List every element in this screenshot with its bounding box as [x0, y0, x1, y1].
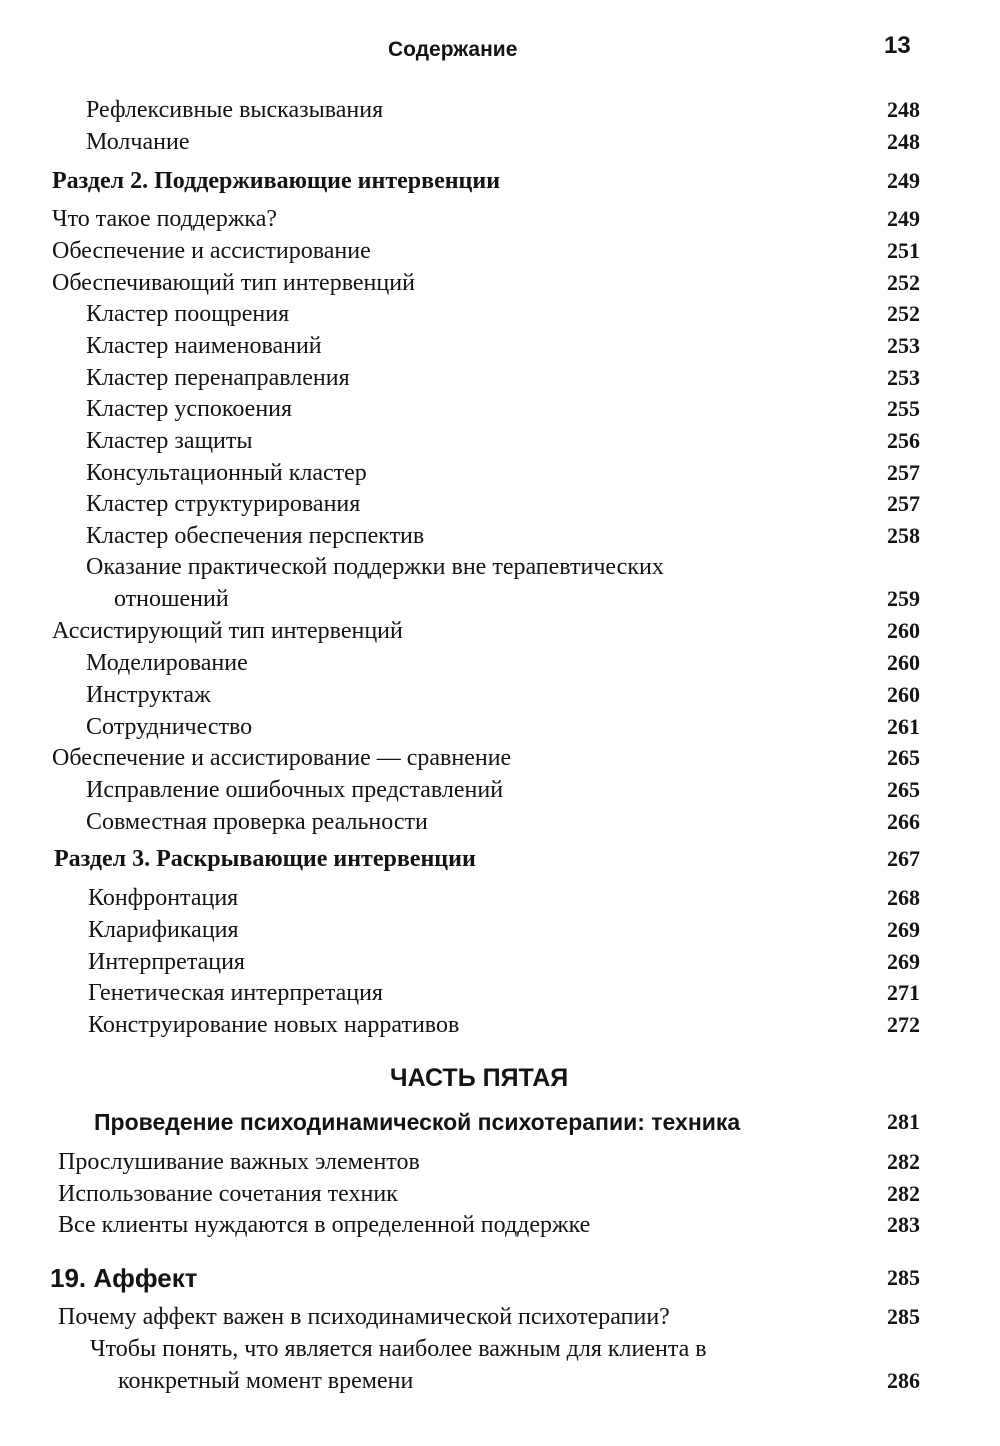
toc-entry-page: 265 [887, 777, 920, 802]
page-number: 13 [884, 32, 911, 59]
toc-entry-page: 260 [887, 618, 920, 643]
toc-entry-page: 249 [887, 206, 920, 231]
toc-entry-title: Обеспечивающий тип интервенций [52, 270, 415, 296]
toc-entry-page: 282 [887, 1149, 920, 1174]
toc-entry-title: Кластер обеспечения перспектив [86, 523, 425, 549]
toc-entry-page: 281 [887, 1109, 920, 1134]
toc-entry-title: Консультационный кластер [86, 460, 367, 486]
toc-entry-title: Кластер структурирования [86, 491, 361, 517]
toc-entry-page: 253 [887, 365, 920, 390]
toc-entry-page: 259 [887, 586, 920, 611]
part-subtitle: Проведение психодинамической психотерапии: техника [94, 1109, 741, 1135]
toc-entry-page: 271 [887, 980, 920, 1005]
toc-entry-title: Генетическая интерпретация [88, 980, 383, 1006]
toc-entry-title: Почему аффект важен в психодинамической психотерапии? [58, 1304, 670, 1330]
toc-entry-title: Конструирование новых нарративов [88, 1012, 460, 1038]
toc-entry-title: Интерпретация [88, 949, 245, 975]
toc-entry-title: Чтобы понять, что является наиболее важным для клиента в [90, 1336, 707, 1362]
toc-entry-title: Кларификация [88, 917, 239, 943]
toc-entry-title: Все клиенты нуждаются в определенной поддержке [58, 1212, 591, 1238]
toc-entry-title: Раздел 2. Поддерживающие интервенции [52, 168, 501, 194]
toc-entry-page: 269 [887, 917, 920, 942]
toc-entry-page: 261 [887, 714, 920, 739]
toc-entry-page: 252 [887, 301, 920, 326]
toc-entry-title-cont: отношений [114, 586, 229, 612]
toc-entry-title: Прослушивание важных элементов [58, 1149, 420, 1175]
toc-entry-page: 252 [887, 270, 920, 295]
toc-entry-page: 272 [887, 1012, 920, 1037]
toc-entry-page: 249 [887, 168, 920, 193]
toc-entry-title: Что такое поддержка? [52, 206, 277, 232]
toc-entry-page: 266 [887, 809, 920, 834]
toc-entry-title-cont: конкретный момент времени [118, 1368, 414, 1394]
toc-entry-page: 283 [887, 1212, 920, 1237]
toc-entry-page: 251 [887, 238, 920, 263]
toc-entry-page: 285 [887, 1304, 920, 1329]
toc-entry-title: Оказание практической поддержки вне терапевтических [86, 554, 664, 580]
toc-entry-title: Кластер успокоения [86, 396, 293, 422]
toc-entry-title: Совместная проверка реальности [86, 809, 428, 835]
toc-entry-title: Рефлексивные высказывания [86, 97, 384, 123]
toc-entry-title: Раздел 3. Раскрывающие интервенции [54, 846, 476, 872]
toc-entry-page: 260 [887, 650, 920, 675]
toc-entry-title: Кластер поощрения [86, 301, 290, 327]
toc-entry-page: 286 [887, 1368, 920, 1393]
toc-entry-page: 268 [887, 885, 920, 910]
chapter-title: 19. Аффект [50, 1263, 198, 1293]
toc-entry-page: 265 [887, 745, 920, 770]
toc-entry-title: Обеспечение и ассистирование — сравнение [52, 745, 512, 771]
toc-entry-title: Исправление ошибочных представлений [86, 777, 504, 803]
running-title: Содержание [388, 38, 518, 61]
toc-entry-page: 282 [887, 1181, 920, 1206]
toc-entry-title: Ассистирующий тип интервенций [52, 618, 403, 644]
part-label: ЧАСТЬ ПЯТАЯ [390, 1064, 569, 1092]
toc-entry-page: 258 [887, 523, 920, 548]
toc-entry-title: Кластер перенаправления [86, 365, 350, 391]
toc-entry-page: 267 [887, 846, 920, 871]
toc-entry-page: 248 [887, 129, 920, 154]
toc-entry-page: 255 [887, 396, 920, 421]
toc-entry-page: 257 [887, 460, 920, 485]
toc-entry-title: Обеспечение и ассистирование [52, 238, 371, 264]
toc-entry-page: 269 [887, 949, 920, 974]
toc-entry-page: 248 [887, 97, 920, 122]
toc-entry-title: Использование сочетания техник [58, 1181, 398, 1207]
toc-entry-title: Моделирование [86, 650, 248, 676]
toc-entry-page: 256 [887, 428, 920, 453]
toc-entry-title: Сотрудничество [86, 714, 253, 740]
toc-entry-title: Кластер защиты [86, 428, 253, 454]
toc-entry-title: Кластер наименований [86, 333, 322, 359]
toc-entry-page: 257 [887, 491, 920, 516]
toc-entry-title: Молчание [86, 129, 190, 155]
toc-entry-page: 260 [887, 682, 920, 707]
toc-entry-page: 253 [887, 333, 920, 358]
toc-entry-title: Инструктаж [86, 682, 211, 708]
toc-entry-title: Конфронтация [88, 885, 239, 911]
toc-entry-page: 285 [887, 1265, 920, 1290]
